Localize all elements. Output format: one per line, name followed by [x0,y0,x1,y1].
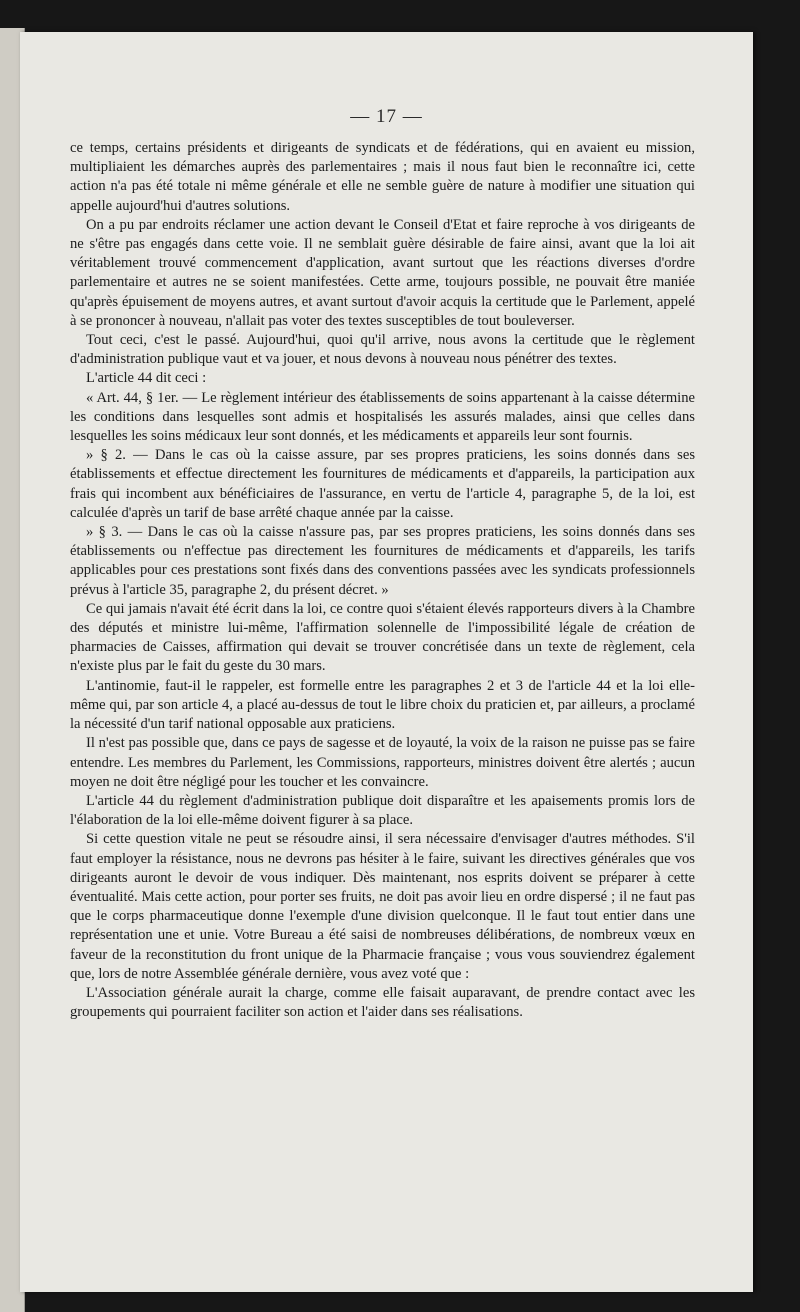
paragraph: L'article 44 du règlement d'administration publique doit disparaître et les apaisements promis lors de l'élaboration de la loi elle-même doivent figurer à sa place. [70,792,695,829]
page-number: — 17 — [350,106,423,127]
paragraph: L'antinomie, faut-il le rappeler, est formelle entre les paragraphes 2 et 3 de l'article 44 et la loi elle-même qui, par son article 4, a placé au-dessus de tout le libre choix du praticien et, par ailleurs, a proclamé la nécessité d'un tarif national opposable aux praticiens. [70,677,695,733]
paragraph: L'article 44 dit ceci : [86,370,207,387]
quoted-article-paragraph: » § 2. — Dans le cas où la caisse assure, par ses propres praticiens, les soins donnés dans ses établissements et effectue directement les fournitures de médicaments et d'appareils, la participation aux frais qui incombent aux bénéficiaires de l'assurance, en vertu de l'article 4, paragraphe 5, de la loi, est calculée d'après un tarif de base arrêté chaque année par la caisse. [70,447,695,521]
paragraph: ce temps, certains présidents et dirigeants de syndicats et de fédérations, qui en avaient eu mission, multipliaient les démarches auprès des parlementaires ; mais il nous faut bien le reconnaître ici, cette action n'a pas été totale ni même générale et elle ne semble guère de nature à modifier une situation qui appelle aujourd'hui d'autres solutions. [70,140,695,214]
quoted-article-paragraph: » § 3. — Dans le cas où la caisse n'assure pas, par ses propres praticiens, les soins donnés dans ses établissements ou n'effectue pas directement les fournitures de médicaments et d'appareils, les tarifs applicables pour ces prestations sont fixés dans des conventions passées avec les syndicats professionnels prévus à l'article 35, paragraphe 2, du présent décret. » [70,524,695,598]
paragraph: Ce qui jamais n'avait été écrit dans la loi, ce contre quoi s'étaient élevés rapporteurs divers à la Chambre des députés et ministre lui-même, l'affirmation solennelle de l'impossibilité légale de création de pharmacies de Caisses, affirmation qui devait se trouver concrétisée dans un texte de règlement, cela n'existe plus par le fait du geste du 30 mars. [70,600,695,675]
paragraph: On a pu par endroits réclamer une action devant le Conseil d'Etat et faire reproche à vos dirigeants de ne s'être pas engagés dans cette voie. Il ne semblait guère désirable de faire ainsi, avant que la loi ait véritablement trouvé commencement d'application, avant surtout que les réactions diverses d'ordre parlementaire et autres ne se soient manifestées. Cette arme, toujours possible, ne pouvait être maniée qu'après épuisement de moyens autres, et avant surtout d'avoir acquis la certitude que le Parlement, appelé à se prononcer à nouveau, n'allait pas voter des textes susceptibles de tout bouleverser. [70,216,695,329]
quoted-article-paragraph: « Art. 44, § 1er. — Le règlement intérieur des établissements de soins appartenant à la caisse détermine les conditions dans lesquelles sont admis et hospitalisés les assurés malades, ainsi que celles dans lesquelles les soins médicaux leur sont donnés, et les médicaments et appareils leur sont fournis. [70,389,695,445]
paragraph: L'Association générale aurait la charge, comme elle faisait auparavant, de prendre contact avec les groupements qui pourraient faciliter son action et l'aider dans ses réalisations. [70,984,695,1021]
paragraph: Tout ceci, c'est le passé. Aujourd'hui, quoi qu'il arrive, nous avons la certitude que le règlement d'administration publique vaut et va jouer, et nous devons à nouveau nous pénétrer des textes. [70,332,695,368]
paragraph: Si cette question vitale ne peut se résoudre ainsi, il sera nécessaire d'envisager d'autres méthodes. S'il faut employer la résistance, nous ne devrons pas hésiter à le faire, suivant les directives générales que vos dirigeants auront le devoir de vous indiquer. Dès maintenant, nos esprits doivent se préparer à cette éventualité. Mais cette action, pour porter ses fruits, ne doit pas avoir lieu en ordre dispersé ; il ne faut pas que le corps pharmaceutique donne l'exemple d'une division quelconque. Il le faut tout entier dans une représentation une et unie. Votre Bureau a été saisi de nombreuses délibérations, de nombreux vœux en faveur de la reconstitution du front unique de la Pharmacie française ; vous vous souviendrez également que, lors de notre Assemblée générale dernière, vous avez voté que : [70,831,695,982]
paragraph: Il n'est pas possible que, dans ce pays de sagesse et de loyauté, la voix de la raison ne puisse pas se faire entendre. Les membres du Parlement, les Commissions, rapporteurs, ministres doivent être alertés ; aucun moyen ne doit être négligé pour les toucher et les convaincre. [70,735,695,790]
body-text [70,139,695,1022]
document-page [20,32,753,1292]
